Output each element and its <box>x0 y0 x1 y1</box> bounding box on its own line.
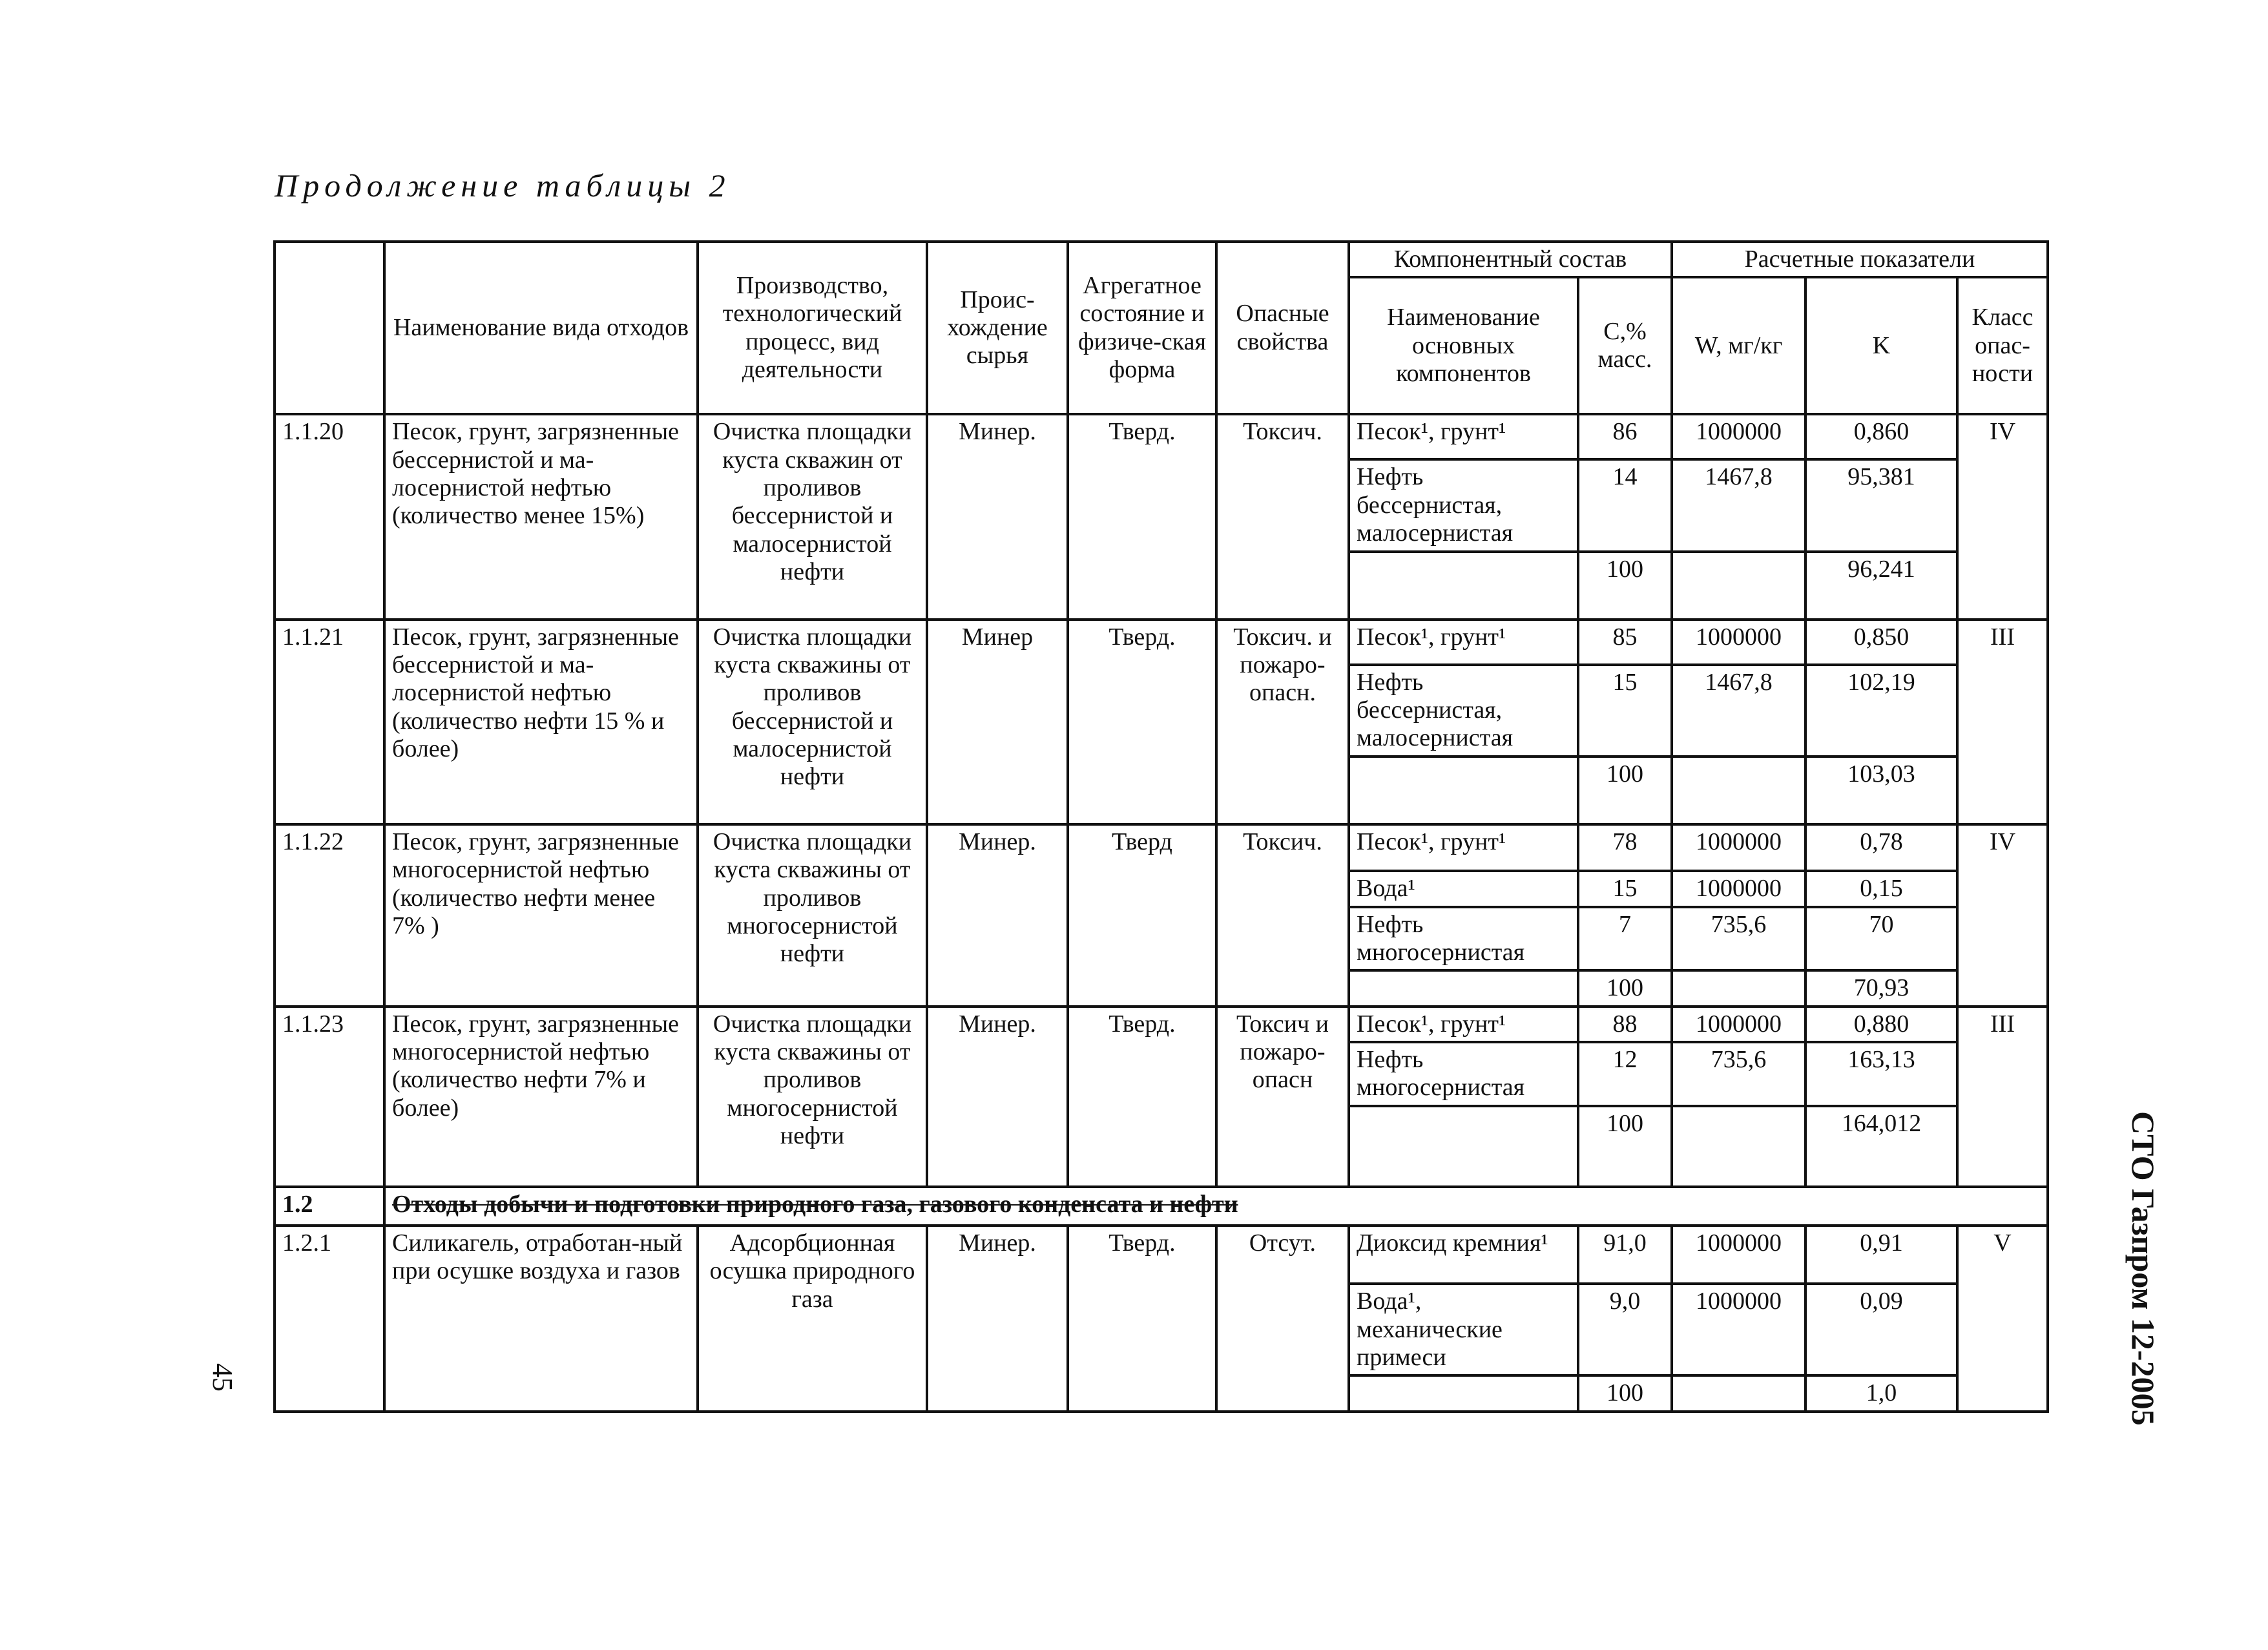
component-name: Нефть многосернистая <box>1349 907 1578 971</box>
component-name: Диоксид кремния¹ <box>1349 1226 1578 1284</box>
origin: Минер. <box>927 1007 1068 1187</box>
component-k: 0,15 <box>1805 871 1957 906</box>
hazard-class: IV <box>1957 824 2048 1007</box>
header-calculated: Расчетные показатели <box>1672 242 2048 277</box>
state: Тверд. <box>1068 620 1216 824</box>
component-k: 0,09 <box>1805 1284 1957 1375</box>
component-c: 100 <box>1578 757 1672 824</box>
table-row <box>275 414 2048 459</box>
component-k: 1,0 <box>1805 1375 1957 1412</box>
component-w: 1000000 <box>1672 414 1805 459</box>
state: Тверд. <box>1068 1007 1216 1187</box>
component-c: 15 <box>1578 665 1672 757</box>
origin: Минер. <box>927 824 1068 1007</box>
process: Адсорбционная осушка природного газа <box>698 1226 927 1412</box>
hazard: Токсич. и пожаро-опасн. <box>1216 620 1349 824</box>
component-k: 0,850 <box>1805 620 1957 665</box>
component-k: 0,78 <box>1805 824 1957 871</box>
component-c: 100 <box>1578 1375 1672 1412</box>
header-k: K <box>1805 277 1957 414</box>
component-name <box>1349 1375 1578 1412</box>
component-w <box>1672 970 1805 1006</box>
component-k: 70,93 <box>1805 970 1957 1006</box>
origin: Минер. <box>927 1226 1068 1412</box>
hazard-class: V <box>1957 1226 2048 1412</box>
component-c: 12 <box>1578 1042 1672 1106</box>
component-c: 100 <box>1578 1106 1672 1187</box>
state: Тверд. <box>1068 414 1216 619</box>
hazard-class: IV <box>1957 414 2048 619</box>
component-k: 163,13 <box>1805 1042 1957 1106</box>
state: Тверд <box>1068 824 1216 1007</box>
component-w <box>1672 757 1805 824</box>
component-c: 85 <box>1578 620 1672 665</box>
component-w: 735,6 <box>1672 1042 1805 1106</box>
component-w: 1000000 <box>1672 620 1805 665</box>
component-k: 96,241 <box>1805 552 1957 620</box>
component-w: 1467,8 <box>1672 665 1805 757</box>
component-name: Песок¹, грунт¹ <box>1349 620 1578 665</box>
hazard: Токсич. <box>1216 414 1349 619</box>
component-c: 15 <box>1578 871 1672 906</box>
component-c: 91,0 <box>1578 1226 1672 1284</box>
component-name: Нефть бессернистая, малосернистая <box>1349 665 1578 757</box>
header-code <box>275 242 384 414</box>
component-k: 164,012 <box>1805 1106 1957 1187</box>
origin: Минер <box>927 620 1068 824</box>
standard-label: СТО Газпром 12-2005 <box>2125 1111 2161 1426</box>
hazard-class: III <box>1957 1007 2048 1187</box>
header-origin: Проис-хождение сырья <box>927 242 1068 414</box>
waste-name: Песок, грунт, загрязненные бессернистой и ма-лосернистой нефтью (количество нефти 15 % и более) <box>384 620 698 824</box>
table-row <box>275 1226 2048 1284</box>
component-w <box>1672 552 1805 620</box>
row-code: 1.1.23 <box>275 1007 384 1187</box>
table-row <box>275 824 2048 871</box>
component-c: 100 <box>1578 552 1672 620</box>
component-name: Нефть бессернистая, малосернистая <box>1349 459 1578 551</box>
page-number: 45 <box>207 1363 238 1392</box>
component-k: 103,03 <box>1805 757 1957 824</box>
table-row <box>275 1007 2048 1042</box>
process: Очистка площадки куста скважины от проливов многосернистой нефти <box>698 824 927 1007</box>
component-c: 88 <box>1578 1007 1672 1042</box>
header-w: W, мг/кг <box>1672 277 1805 414</box>
component-name: Песок¹, грунт¹ <box>1349 1007 1578 1042</box>
component-c: 86 <box>1578 414 1672 459</box>
component-w: 735,6 <box>1672 907 1805 971</box>
header-component-name: Наименование основных компонентов <box>1349 277 1578 414</box>
component-c: 14 <box>1578 459 1672 551</box>
component-w <box>1672 1106 1805 1187</box>
component-w: 1000000 <box>1672 824 1805 871</box>
header-production: Производство, технологический процесс, вид деятельности <box>698 242 927 414</box>
process: Очистка площадки куста скважины от проливов многосернистой нефти <box>698 1007 927 1187</box>
header-state: Агрегатное состояние и физиче-ская форма <box>1068 242 1216 414</box>
waste-name: Песок, грунт, загрязненные бессернистой и ма-лосернистой нефтью (количество менее 15%) <box>384 414 698 619</box>
component-name: Нефть многосернистая <box>1349 1042 1578 1106</box>
component-k: 0,860 <box>1805 414 1957 459</box>
hazard-class: III <box>1957 620 2048 824</box>
component-w: 1467,8 <box>1672 459 1805 551</box>
process: Очистка площадки куста скважины от проливов бессернистой и малосернистой нефти <box>698 620 927 824</box>
header-hazard-class: Класс опас-ности <box>1957 277 2048 414</box>
state: Тверд. <box>1068 1226 1216 1412</box>
row-code: 1.1.22 <box>275 824 384 1007</box>
component-w: 1000000 <box>1672 1226 1805 1284</box>
section-code: 1.2 <box>275 1187 384 1226</box>
waste-name: Силикагель, отработан-ный при осушке воздуха и газов <box>384 1226 698 1412</box>
waste-name: Песок, грунт, загрязненные многосернистой нефтью (количество нефти менее 7% ) <box>384 824 698 1007</box>
component-k: 95,381 <box>1805 459 1957 551</box>
component-c: 78 <box>1578 824 1672 871</box>
waste-table <box>273 240 2049 1413</box>
component-name <box>1349 1106 1578 1187</box>
component-w: 1000000 <box>1672 871 1805 906</box>
hazard: Токсич и пожаро-опасн <box>1216 1007 1349 1187</box>
row-code: 1.2.1 <box>275 1226 384 1412</box>
component-c: 100 <box>1578 970 1672 1006</box>
section-title: Отходы добычи и подготовки природного газа, газового конденсата и нефти <box>384 1187 2048 1226</box>
component-name <box>1349 552 1578 620</box>
table-row <box>275 620 2048 665</box>
component-k: 102,19 <box>1805 665 1957 757</box>
header-concentration: С,% масс. <box>1578 277 1672 414</box>
origin: Минер. <box>927 414 1068 619</box>
component-name <box>1349 757 1578 824</box>
component-name: Вода¹, механические примеси <box>1349 1284 1578 1375</box>
component-k: 70 <box>1805 907 1957 971</box>
waste-name: Песок, грунт, загрязненные многосернистой нефтью (количество нефти 7% и более) <box>384 1007 698 1187</box>
component-name: Вода¹ <box>1349 871 1578 906</box>
component-name: Песок¹, грунт¹ <box>1349 414 1578 459</box>
component-name: Песок¹, грунт¹ <box>1349 824 1578 871</box>
table-caption: Продолжение таблицы 2 <box>275 167 731 204</box>
row-code: 1.1.21 <box>275 620 384 824</box>
header-composition: Компонентный состав <box>1349 242 1672 277</box>
component-k: 0,91 <box>1805 1226 1957 1284</box>
component-name <box>1349 970 1578 1006</box>
section-row <box>275 1187 2048 1226</box>
hazard: Отсут. <box>1216 1226 1349 1412</box>
component-w: 1000000 <box>1672 1284 1805 1375</box>
component-c: 9,0 <box>1578 1284 1672 1375</box>
header-hazard: Опасные свойства <box>1216 242 1349 414</box>
hazard: Токсич. <box>1216 824 1349 1007</box>
component-w: 1000000 <box>1672 1007 1805 1042</box>
row-code: 1.1.20 <box>275 414 384 619</box>
component-w <box>1672 1375 1805 1412</box>
process: Очистка площадки куста скважин от проливов бессернистой и малосернистой нефти <box>698 414 927 619</box>
component-k: 0,880 <box>1805 1007 1957 1042</box>
component-c: 7 <box>1578 907 1672 971</box>
header-waste-name: Наименование вида отходов <box>384 242 698 414</box>
